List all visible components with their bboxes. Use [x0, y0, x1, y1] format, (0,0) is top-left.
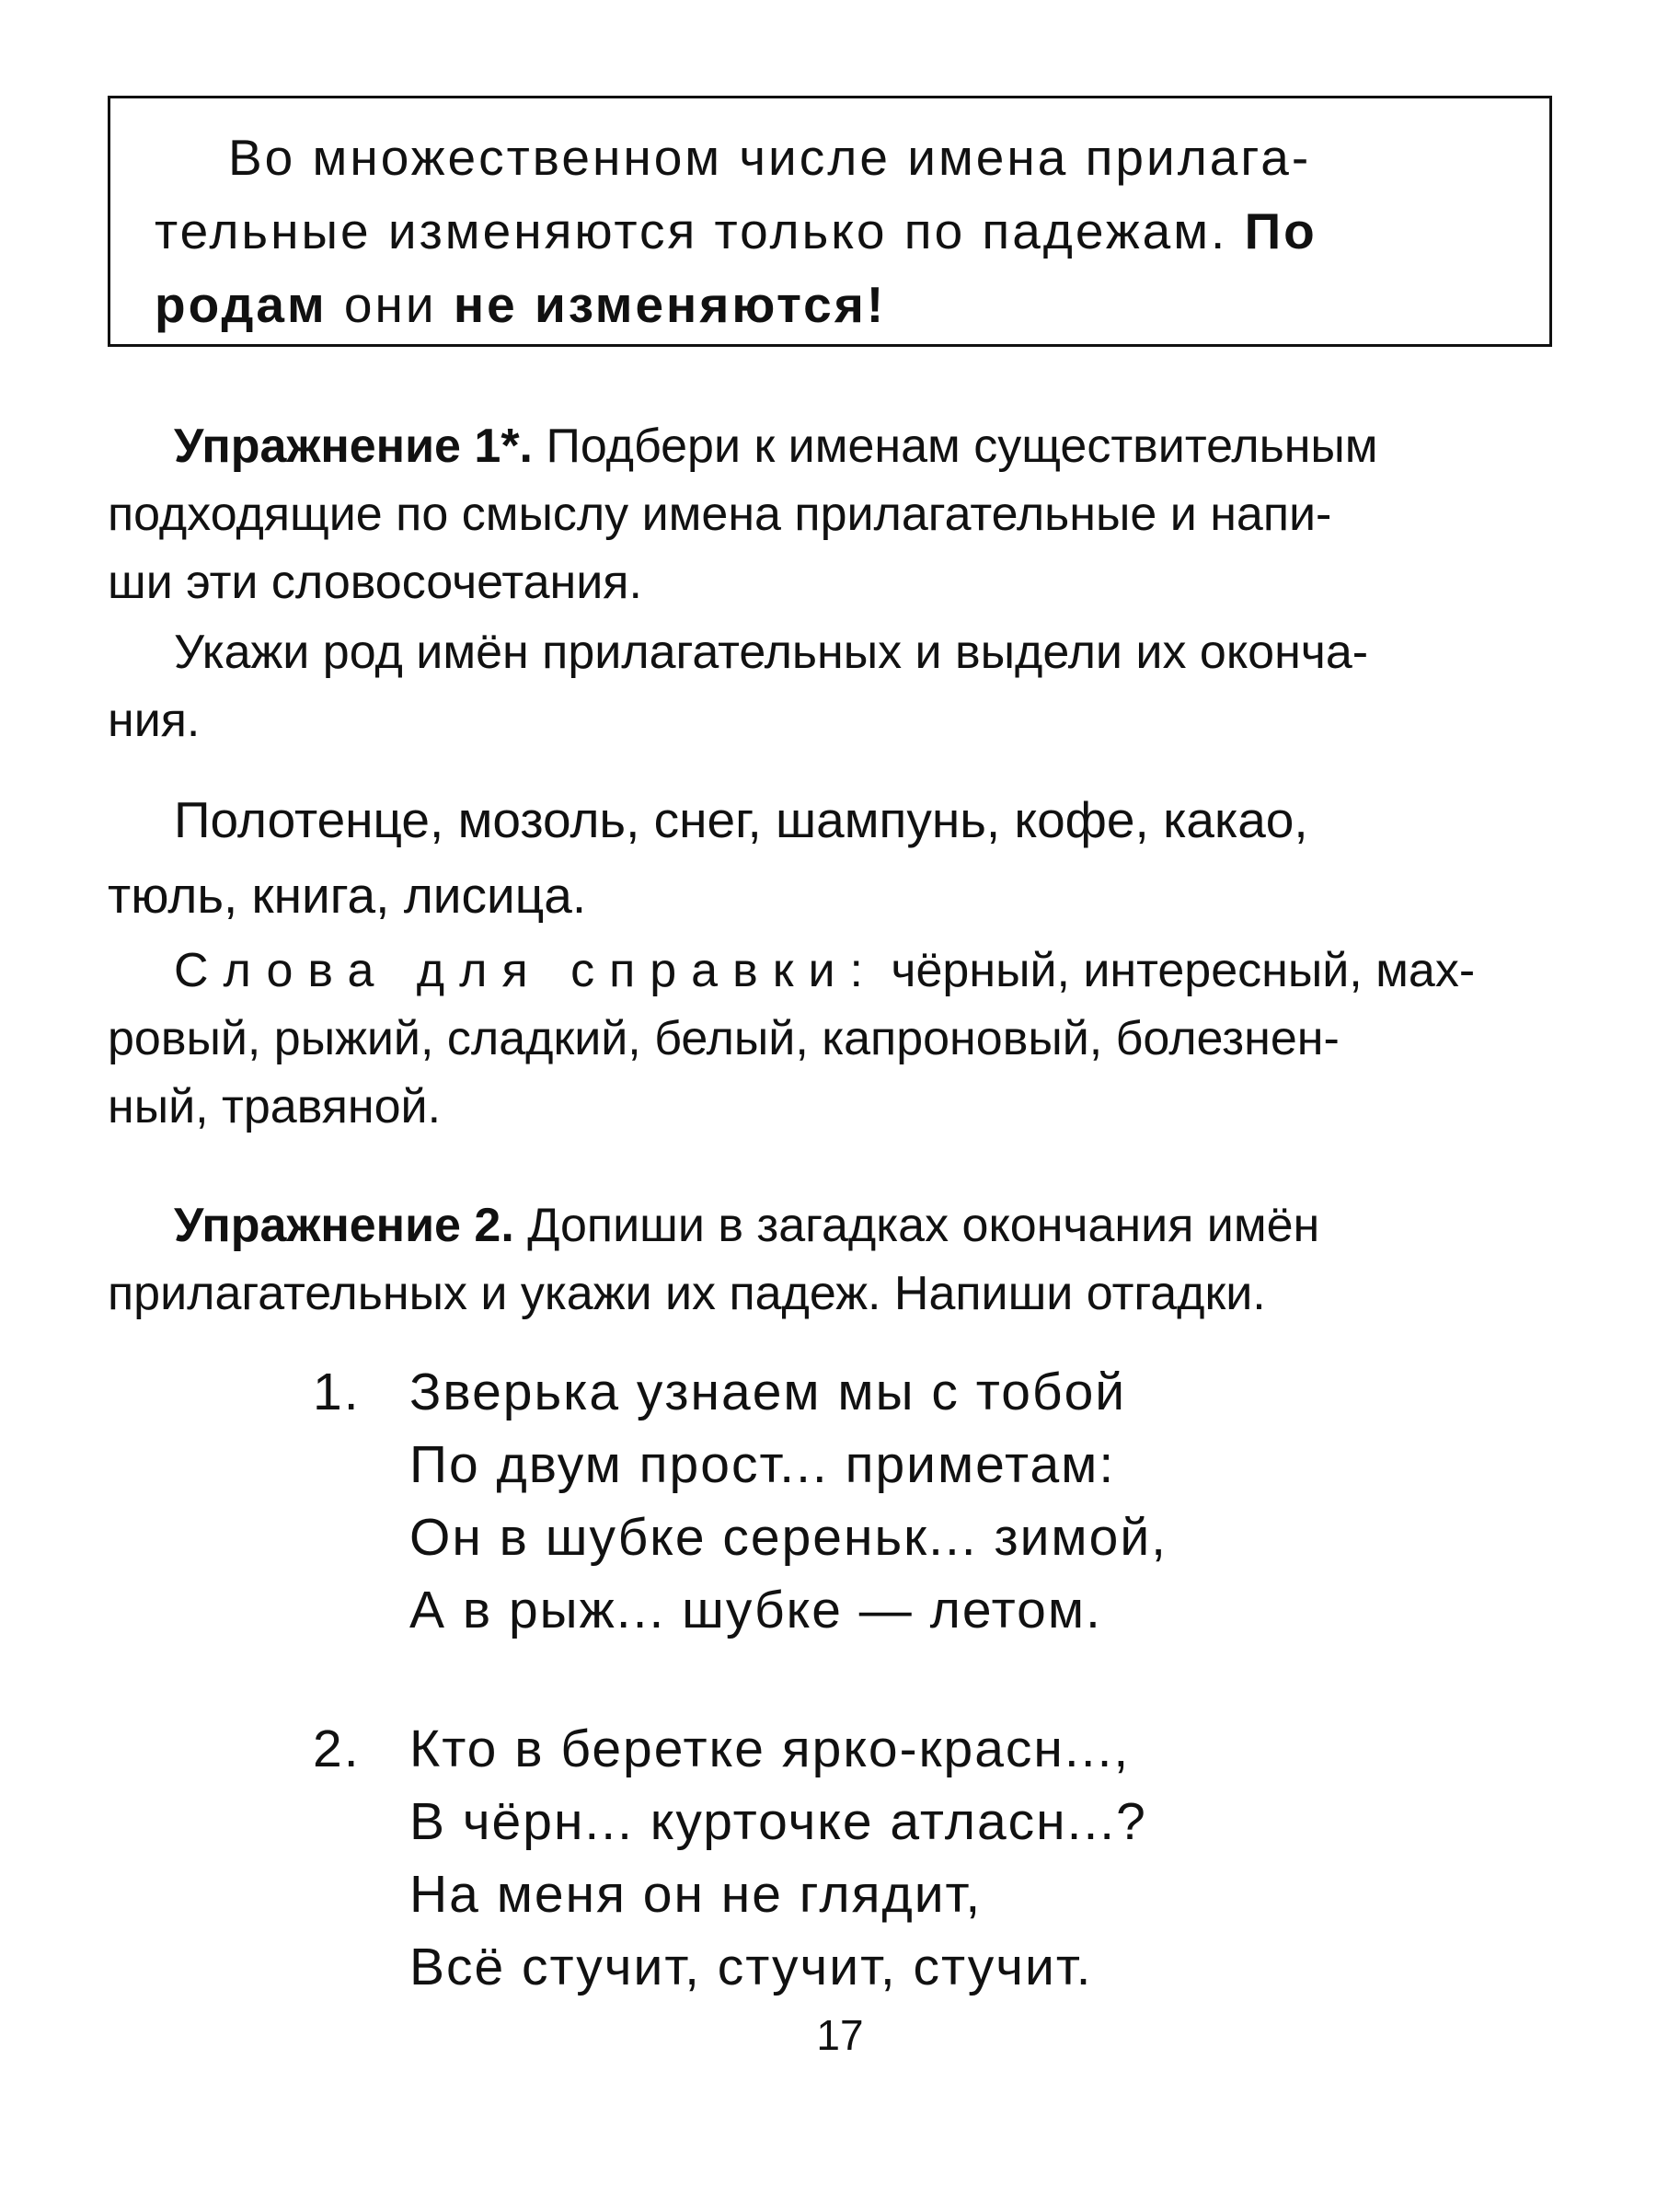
riddle-line: Он в шубке сереньк... зимой,: [409, 1508, 1168, 1567]
riddle-line: По двум прост... приметам:: [409, 1435, 1116, 1494]
riddle-number: 1.: [313, 1363, 361, 1421]
riddle-line: Зверька узнаем мы с тобой: [409, 1363, 1127, 1421]
rule-line-2: тельные изменяются только по падежам. По: [155, 202, 1318, 259]
riddle-number: 2.: [313, 1720, 361, 1778]
riddle-2: [313, 1713, 1147, 2004]
riddle-line: Кто в беретке ярко-красн...,: [409, 1720, 1131, 1778]
exercise-1-task: Укажи род имён прилагательных и выдели их оконча- ния.: [108, 626, 1369, 747]
rule-line-1: Во множественном числе имена прилага-: [228, 129, 1312, 186]
riddle-line: А в рыж... шубке — летом.: [409, 1581, 1102, 1639]
exercise-2-instruction: Упражнение 2. Допиши в загадках окончания имён прилагательных и укажи их падеж. Напиши отгадки.: [108, 1199, 1320, 1320]
riddle-line: В чёрн... курточке атласн...?: [409, 1792, 1147, 1851]
riddle-line: На меня он не глядит,: [409, 1865, 983, 1924]
rule-line-3: родам они не изменяются!: [155, 276, 887, 333]
riddle-line: Всё стучит, стучит, стучит.: [409, 1938, 1093, 1996]
exercise-1-help: Слова для справки: чёрный, интересный, мах- ровый, рыжий, сладкий, белый, капроновый, болезнен- ный, травяной.: [108, 944, 1476, 1133]
help-label: Слова для справки:: [174, 944, 878, 997]
riddle-1: [313, 1356, 1168, 1647]
exercise-1-heading: Упражнение 1*.: [174, 420, 533, 473]
exercise-1-instruction: Упражнение 1*. Подбери к именам существительным подходящие по смыслу имена прилагательные и напи- ши эти словосочетания.: [108, 420, 1378, 609]
page-number: 17: [816, 2011, 864, 2059]
exercise-2-heading: Упражнение 2.: [174, 1199, 514, 1252]
rule-box: [108, 96, 1552, 347]
exercise-1-words: Полотенце, мозоль, снег, шампунь, кофе, какао, тюль, книга, лисица.: [108, 791, 1308, 924]
